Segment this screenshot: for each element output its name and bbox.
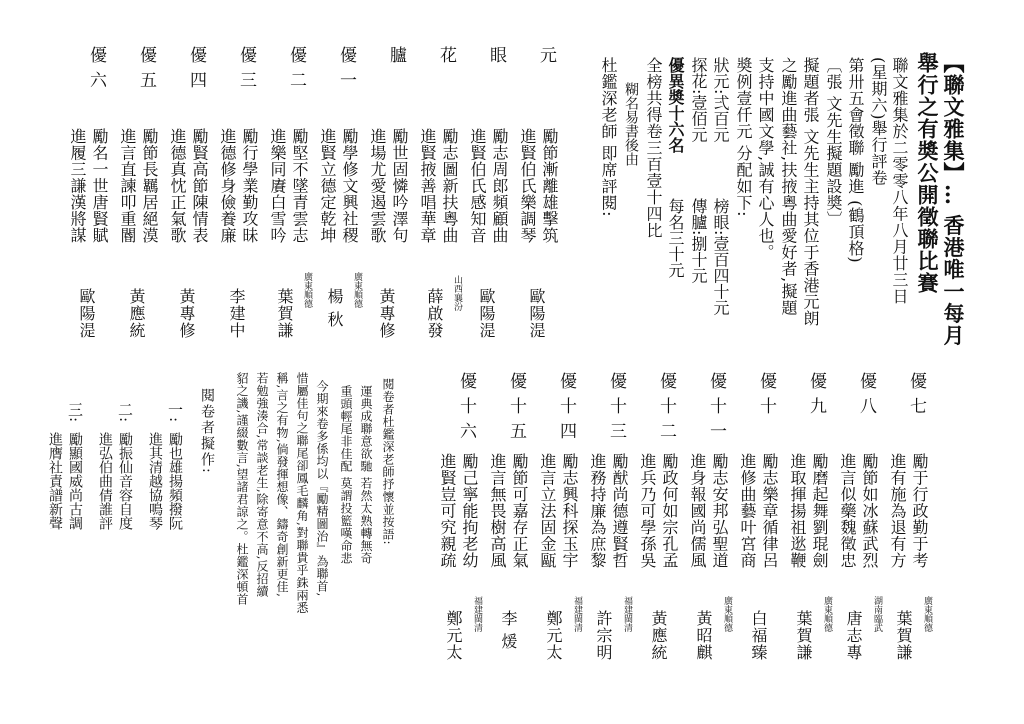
commentary-line: 今期來卷多係均以『勵精圖治』為聯首,	[315, 380, 329, 597]
winner-label: 優七	[906, 372, 926, 422]
winner-motto-2: 進履三謙漢將謀	[68, 128, 87, 244]
winner-label: 優四	[186, 46, 206, 96]
winner-label: 優一	[336, 46, 356, 96]
calligrapher-note: 糊名易書後由	[623, 82, 639, 166]
winner-label: 臚	[386, 46, 406, 71]
winner-place: 山西襄汾	[452, 275, 462, 311]
intro-line: 〔張 文先生擬題設奬〕	[824, 57, 843, 228]
winner-label: 優十二	[656, 372, 676, 447]
winner-label: 優五	[136, 46, 156, 96]
winner-place: 福建閩清	[622, 596, 632, 632]
winner-motto-2: 進言立法固金甌	[538, 453, 557, 569]
winner-motto-2: 進兵乃可學孫吳	[638, 453, 657, 569]
winner-label: 優二	[286, 46, 306, 96]
commentary-line: 貂之譏,謹綴數言,望諸君諒之。杜鑑深頓首	[235, 372, 249, 606]
winner-motto-1: 勵政何如宗孔孟	[660, 453, 679, 569]
winner-label: 優十三	[606, 372, 626, 447]
winner-motto-1: 勵志樂章循律呂	[760, 453, 779, 569]
winner-motto-1: 勵節可嘉存正氣	[510, 453, 529, 569]
winner-label: 優三	[236, 46, 256, 96]
winner-motto-1: 勵節如冰蘇武烈	[860, 453, 879, 569]
winner-name: 唐志專	[844, 610, 863, 661]
winner-label: 元	[536, 46, 556, 71]
intro-line: 支持中國文學,誠有心人也。	[756, 57, 775, 261]
winner-name: 歐陽湜	[527, 288, 546, 339]
winner-place: 福建閩清	[472, 596, 482, 632]
winner-motto-2: 進德真忱正氣歌	[168, 128, 187, 244]
winner-place: 廣東順德	[302, 272, 312, 308]
commentary-line: 重頭輕尾非佳配 莫謂投籃嘆命悲	[339, 385, 353, 565]
draft-line-1: 勵也雄揚頻撥阮	[167, 432, 183, 530]
prize-first: 狀元:弍百元	[711, 57, 730, 143]
draft-line-1: 勵振仙音容自度	[117, 432, 133, 530]
winner-motto-1: 勵名一世唐賢賦	[90, 128, 109, 244]
winner-place: 廣東順德	[822, 596, 832, 632]
title-line-2: 舉行之有奬公開徵聯比賽	[915, 52, 940, 294]
winner-motto-2: 進賢立德定乾坤	[318, 128, 337, 244]
commentary-line: 惜屬佳句之聯尾卻鳳毛麟角,對聯貴乎銖兩悉	[295, 372, 309, 614]
intro-line: 擬題者張 文先生主持其位于香港元朗	[801, 57, 820, 327]
winner-motto-1: 勵志周郎頻顧曲	[490, 128, 509, 244]
winner-place: 廣東順德	[722, 596, 732, 632]
winner-name: 黃專修	[377, 288, 396, 339]
commentary-line: 閱卷者杜鑑深老師抒懷並按語:	[381, 378, 395, 546]
winner-label: 優十五	[506, 372, 526, 447]
winner-place: 廣東順德	[352, 272, 362, 308]
winner-name: 薛啟發	[425, 288, 444, 339]
winner-name: 李 煖	[499, 610, 518, 651]
winner-motto-2: 進務持廉為庶黎	[588, 453, 607, 569]
winner-motto-1: 勵行學業勤攻昧	[240, 128, 259, 244]
draft-line-2: 進膺社責譜新聲	[47, 432, 63, 530]
draft-label: 三:	[66, 402, 84, 423]
winner-label: 優八	[856, 372, 876, 422]
winner-name: 歐陽湜	[77, 288, 96, 339]
winner-label: 優十四	[556, 372, 576, 447]
prize-third: 探花:壹佰元	[689, 57, 708, 143]
winner-motto-2: 進樂同賡白雪吟	[268, 128, 287, 244]
intro-line: 聯文雅集於二零零八年八月廿三日	[890, 57, 909, 305]
total-entries: 全榜共得卷三百壹十四比	[644, 57, 663, 239]
winner-name: 鄭元太	[544, 610, 563, 661]
winner-name: 黃應統	[649, 610, 668, 661]
intro-line: 之勵進曲藝社,扶掖粵曲愛好者,擬題	[779, 57, 798, 316]
winner-motto-1: 勵賢高節陳情表	[190, 128, 209, 244]
winner-motto-1: 勵世固憐吟澤句	[390, 128, 409, 244]
commentary-line: 運典成聯意欲馳 若然太熟轉無奇	[359, 385, 373, 565]
intro-line: 第卅五會徵聯 勵進 (鶴頂格)	[846, 57, 865, 264]
prize-merit: 優異奬十六名	[666, 57, 685, 153]
winner-place: 湖南臨武	[872, 596, 882, 632]
draft-line-1: 勵顯國威尚古調	[67, 432, 83, 530]
winner-name: 許宗明	[594, 610, 613, 661]
winner-name: 葉賀謙	[794, 610, 813, 661]
winner-label: 優十	[756, 372, 776, 422]
winner-name: 黃專修	[177, 288, 196, 339]
winner-motto-1: 勵志安邦弘聖道	[710, 453, 729, 569]
prize-merit-amount: 每名三十元	[666, 198, 685, 278]
judge-line: 杜鑑深老師 即席評閱:	[599, 57, 618, 217]
prize-fourth: 傳臚:捌十元	[689, 198, 708, 284]
drafter-heading: 閱卷者擬作:	[199, 388, 215, 475]
winner-name: 楊 秋	[325, 288, 344, 329]
winner-name: 歐陽湜	[477, 288, 496, 339]
winner-label: 花	[436, 46, 456, 71]
winner-label: 優十六	[456, 372, 476, 447]
winner-name: 黃應統	[127, 288, 146, 339]
winner-motto-2: 進賢伯氏感知音	[468, 128, 487, 244]
winner-motto-1: 勵志圖新扶粵曲	[440, 128, 459, 244]
winner-motto-2: 進身報國尚儒風	[688, 453, 707, 569]
winner-name: 葉賀謙	[894, 610, 913, 661]
commentary-line: 稱,言之有物,倘發揮想像、鑄奇創新更佳,	[275, 372, 289, 598]
winner-name: 葉賀謙	[275, 288, 294, 339]
winner-motto-2: 進賢掖善唱華章	[418, 128, 437, 244]
prize-second: 榜眼:壹百四十元	[711, 198, 730, 316]
winner-label: 優十一	[706, 372, 726, 447]
draft-label: 一:	[166, 402, 184, 423]
draft-label: 二:	[116, 402, 134, 423]
winner-motto-2: 進取揮揚祖逖鞭	[788, 453, 807, 569]
winner-name: 白福臻	[749, 610, 768, 661]
winner-motto-2: 進修曲藝叶宮商	[738, 453, 757, 569]
winner-place: 福建閩清	[572, 596, 582, 632]
intro-line: (星期六)舉行評卷	[869, 57, 888, 186]
winner-motto-1: 勵堅不墜青雲志	[290, 128, 309, 244]
winner-motto-1: 勵于行政勤于考	[910, 453, 929, 569]
winner-label: 優九	[806, 372, 826, 422]
winner-motto-2: 進德修身儉養廉	[218, 128, 237, 244]
winner-motto-1: 勵學修文興社稷	[340, 128, 359, 244]
winner-motto-2: 進賢豈可究親疏	[438, 453, 457, 569]
winner-motto-1: 勵己寧能拘老幼	[460, 453, 479, 569]
winner-place: 廣東順德	[922, 596, 932, 632]
commentary-line: 若勉強湊合,常談老生,除寄意不高,反招續	[255, 372, 269, 598]
winner-motto-2: 進言直諫叩重閽	[118, 128, 137, 244]
winner-motto-2: 進言似藥魏徵忠	[838, 453, 857, 569]
winner-motto-1: 勵磨起舞劉琨劍	[810, 453, 829, 569]
winner-name: 李建中	[227, 288, 246, 339]
winner-motto-1: 勵節長羈居絕漠	[140, 128, 159, 244]
title-line-1: 【聯文雅集】… 香港唯一每月	[941, 52, 966, 347]
winner-motto-1: 勵志興科探玉宇	[560, 453, 579, 569]
winner-motto-2: 進賢伯氏樂調琴	[518, 128, 537, 244]
winner-motto-1: 勵節漸離雄擊筑	[540, 128, 559, 244]
winner-motto-2: 進場尤愛遏雲歌	[368, 128, 387, 244]
winner-motto-1: 勵猷尚德遵賢哲	[610, 453, 629, 569]
winner-label: 優六	[86, 46, 106, 96]
winner-name: 黃昭麒	[694, 610, 713, 661]
draft-line-2: 進弘伯曲倩誰評	[97, 432, 113, 530]
intro-line: 奬例壹仟元 分配如下:	[734, 57, 753, 217]
winner-motto-2: 進有施為退有方	[888, 453, 907, 569]
winner-motto-2: 進言無畏樹高風	[488, 453, 507, 569]
winner-name: 鄭元太	[444, 610, 463, 661]
draft-line-2: 進其清越協鳴琴	[147, 432, 163, 530]
winner-label: 眼	[486, 46, 506, 71]
